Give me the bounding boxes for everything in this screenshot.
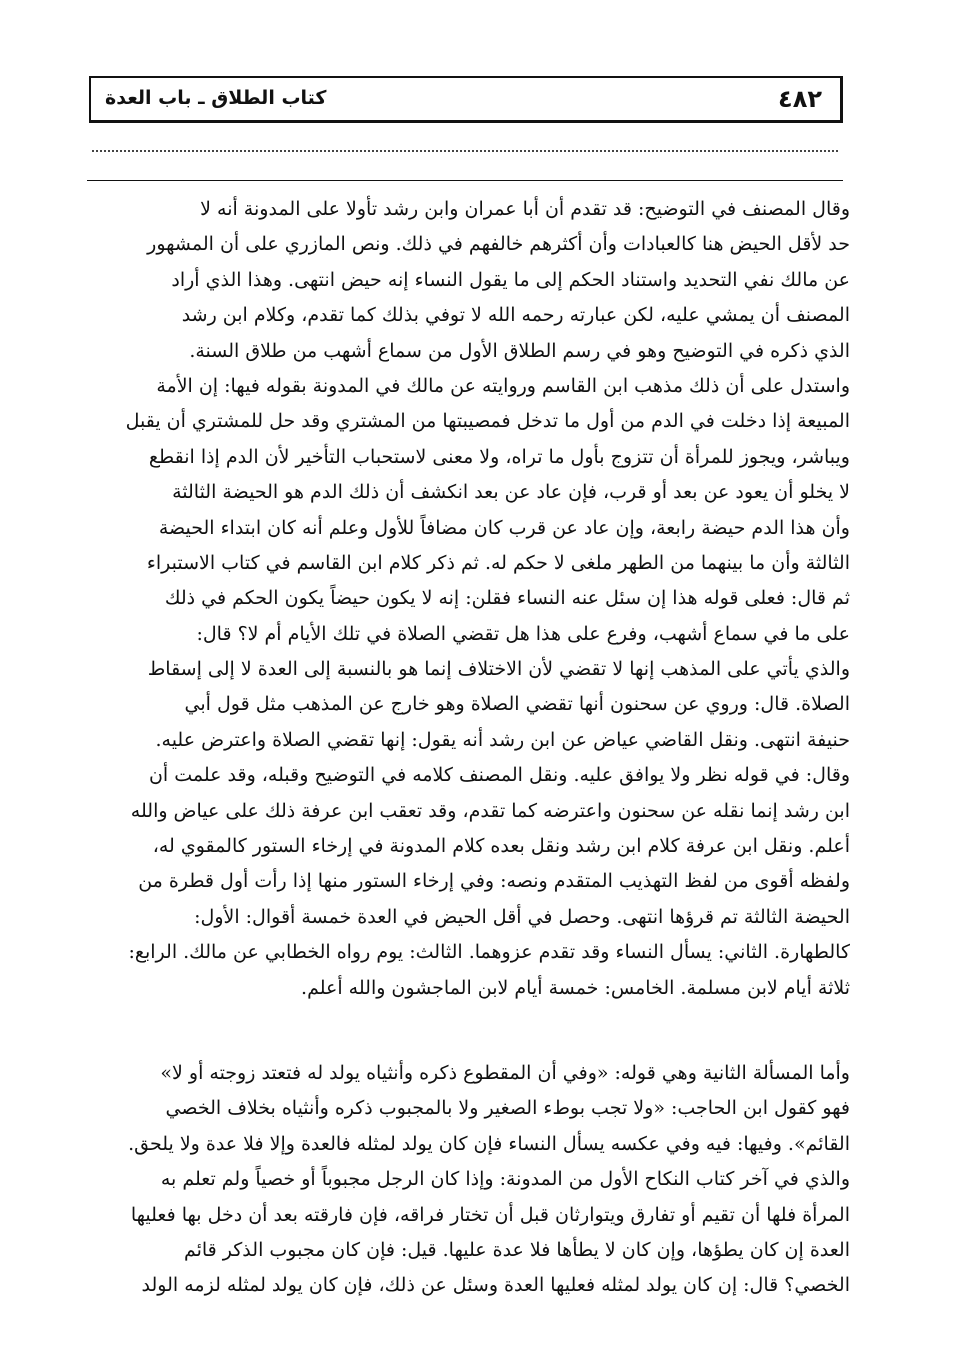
solid-separator (87, 180, 843, 181)
text-line: أعلم. ونقل ابن عرفة كلام ابن رشد ونقل بعده كلام المدونة في إرخاء الستور كالمقوي له، (152, 835, 850, 858)
text-line: ثلاثة أيام لابن مسلمة. الخامس: خمسة أيام لابن الماجشون والله أعلم. (301, 976, 850, 999)
text-line: لا يخلو أن يعود عن بعد أو قرب، فإن عاد عن بعد انكشف أن ذلك الدم هو الحيضة الثالثة (172, 481, 850, 504)
text-line: ثم قال: فعلى قوله هذا إن سئل عنه النساء فقلن: إنه لا يكون حيضاً يكون الحكم في ذلك (164, 587, 850, 610)
text-line: فهو كقول ابن الحاجب: «ولا تجب بوطء الصغير ولا بالمجبوب ذكره وأنثياه بخلاف الخصي (165, 1097, 850, 1120)
text-line: وقال المصنف في التوضيح: قد تقدم أن أبا عمران وابن رشد تأولا على المدونة أنه لا (200, 198, 850, 220)
page-number: ٤٨٢ (778, 85, 822, 113)
text-line: وقال: في قوله نظر ولا يوافق عليه. ونقل المصنف كلامه في التوضيح وقبله، وقد علمت أن (148, 764, 850, 787)
text-line: وأن هذا الدم حيضة رابعة، وإن عاد عن قرب كان مضافاً للأول وعلم أنه كان ابتداء الحيضة (158, 516, 850, 539)
text-line: المصنف أن يمشي عليه، لكن عبارته رحمه الله لا توفي بذلك كما تقدم، وكلام ابن رشد (181, 304, 850, 327)
text-line: وأما المسألة الثانية وهي قوله: «وفي أن المقطوع ذكره وأنثياه يولد له فتعتد زوجته أو لا» (160, 1062, 850, 1084)
text-line: المبيعة إذا دخلت في الدم من أول ما تدخل فمصيبتها من المشتري وقد حل للمشتري أن يقبل (125, 410, 850, 433)
running-header (89, 76, 843, 123)
text-line: والذي يأتي على المذهب إنها لا تقضي لأن الاختلاف إنما هو بالنسبة إلى العدة لا إلى إسقاط (147, 658, 850, 681)
text-line: الحيضة الثالثة تم قرؤها انتهى. وحصل في أقل الحيض في العدة خمسة أقوال: الأول: (194, 905, 850, 928)
text-line: حد لأقل الحيض هنا كالعبادات وأن أكثرهم خالفهم في ذلك. ونص المازري على أن المشهور (147, 233, 850, 256)
text-line: المرأة فلها أن تقيم أو تفارق ويتوارثان قبل أن تختار فراقه، فإن فارقته بعد أن دخل بها فعليها (130, 1203, 850, 1226)
text-line: الصلاة. قال: وروي عن سحنون أنها تقضي الصلاة وهو خارج عن المذهب مثل قول أبي (184, 693, 850, 716)
text-line: الخصي؟ قال: إن كان يولد لمثله فعليها العدة وسئل عن ذلك، فإن كان يولد لمثله لزمه الولد (141, 1274, 850, 1297)
text-line: واستدل على أن ذلك مذهب ابن القاسم وروايته عن مالك في المدونة بقوله فيها: إن الأمة (156, 374, 850, 397)
paragraph-block-1 (80, 192, 850, 1006)
text-line: الذي ذكره في التوضيح وهو في رسم الطلاق الأول من سماع أشهب من طلاق السنة. (189, 339, 850, 362)
running-title: كتاب الطلاق ـ باب العدة (105, 87, 327, 109)
text-line: القائم». وفيها: فيه وفي عكسه يسأل النساء فإن كان يولد لمثله فالعدة وإلا فلا عدة ولا يلحق. (128, 1132, 850, 1155)
text-line: العدة إن كان يطؤها، وإن كان لا يطأها فلا عدة عليها. قيل: فإن كان مجبوب الذكر قائم (183, 1238, 850, 1261)
dotted-separator (92, 150, 838, 152)
text-line: والذي في آخر كتاب النكاح الأول من المدونة: وإذا كان الرجل مجبوباً أو خصياً ولم تعلم به (160, 1168, 850, 1191)
text-line: على ما في سماع أشهب، وفرع على هذا هل تقضي الصلاة في تلك الأيام أم لا؟ قال: (196, 622, 850, 645)
text-line: ويباشر، ويجوز للمرأة أن تتزوج بأول ما تراه، ولا معنى لاستحباب التأخير لأن الدم إذا انقطع (148, 445, 850, 468)
text-line: كالطهارة. الثاني: يسأل النساء وقد تقدم عزوهما. الثالث: يوم رواه الخطابي عن مالك. الرابع: (128, 941, 850, 964)
text-line: عن مالك نفي التحديد واستناد الحكم إلى ما يقول النساء إنه حيض انتهى. وهذا الذي أراد (171, 268, 850, 291)
paragraph-block-2 (80, 1056, 850, 1304)
text-line: حنيفة انتهى. ونقل القاضي عياض عن ابن رشد أنه يقول: إنها تقضي الصلاة واعترض عليه. (155, 728, 850, 751)
text-line: ابن رشد إنما نقله عن سحنون واعترضه كما تقدم، وقد تعقب ابن عرفة ذلك على عياض والله (130, 799, 850, 822)
text-line: الثالثة وأن ما بينهما من الطهر ملغى لا حكم له. ثم ذكر كلام ابن القاسم في كتاب الاستبراء (146, 551, 850, 574)
text-line: ولفظه أقوى من لفظ التهذيب المتقدم ونصه: وفي إرخاء الستور منها إذا رأت أول قطرة من (138, 870, 850, 893)
